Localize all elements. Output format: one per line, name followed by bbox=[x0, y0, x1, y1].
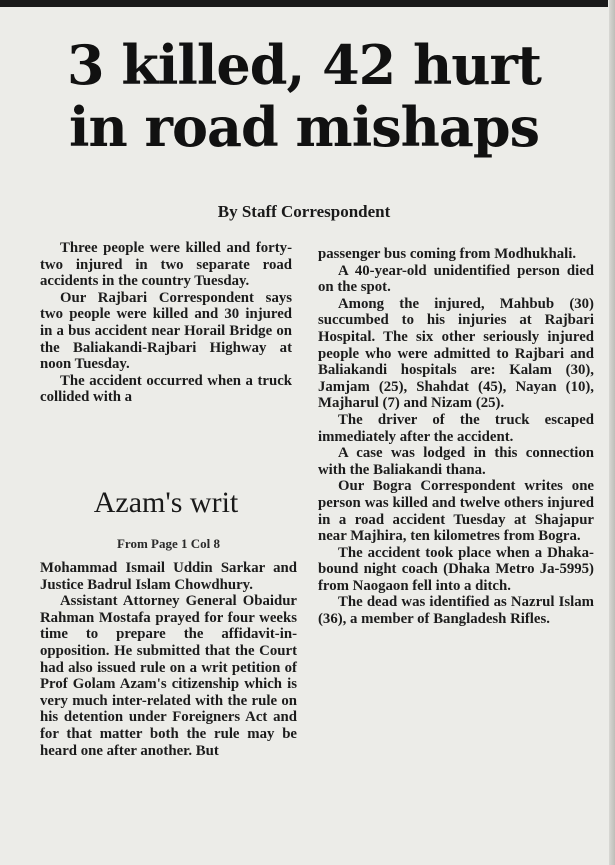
article-paragraph: passenger bus coming from Modhukhali. bbox=[318, 246, 577, 262]
continued-paragraph: Mohammad Ismail Uddin Sarkar and Justice Badrul Islam Chowdhury. bbox=[40, 560, 297, 593]
article-byline: By Staff Correspondent bbox=[217, 202, 391, 221]
continued-from-line: From Page 1 Col 8 bbox=[116, 536, 221, 551]
article-paragraph: The accident took place when a Dhaka-bound night coach (Dhaka Metro Ja-5995) from Naogaon fell into a ditch. bbox=[318, 544, 594, 594]
continued-story-headline: Azam's writ bbox=[93, 486, 239, 519]
article-left-column bbox=[40, 240, 292, 406]
article-paragraph: Three people were killed and forty-two injured in two separate road accidents in the country Tuesday. bbox=[40, 240, 292, 290]
article-headline bbox=[0, 34, 608, 158]
article-right-column bbox=[318, 246, 594, 628]
headline-line-1: 3 killed, 42 hurt bbox=[67, 33, 541, 97]
article-paragraph: A case was lodged in this connection with the Baliakandi thana. bbox=[318, 445, 594, 478]
article-paragraph: The accident occurred when a truck collided with a bbox=[40, 372, 292, 406]
headline-line-2: in road mishaps bbox=[68, 95, 540, 159]
page-edge bbox=[609, 0, 615, 865]
article-paragraph: Our Bogra Correspondent writes one person was killed and twelve others injured in a road accident Tuesday at Shajapur near Majhira, ten kilometres from Bogra. bbox=[318, 478, 594, 545]
continued-story-column bbox=[40, 560, 297, 759]
continued-paragraph: Assistant Attorney General Obaidur Rahman Mostafa prayed for four weeks time to prepare the affidavit-in-opposition. He submitted that the Court had also issued rule on a writ petition of Prof Golam Azam's citizenship which is very much inter-related with the rule on his detention under Foreigners Act and for that matter both the rule may be heard one after another. But bbox=[40, 593, 297, 759]
article-paragraph: A 40-year-old unidentified person died on the spot. bbox=[318, 262, 594, 296]
article-paragraph: Our Rajbari Correspondent says two people were killed and 30 injured in a bus accident near Horail Bridge on the Baliakandi-Rajbari Highway at noon Tuesday. bbox=[40, 289, 292, 373]
article-paragraph: The driver of the truck escaped immediately after the accident. bbox=[318, 411, 594, 445]
article-paragraph: Among the injured, Mahbub (30) succumbed to his injuries at Rajbari Hospital. The six other seriously injured people who were admitted to Rajbari and Baliakandi hospitals are: Kalam (30), Jamjam (25), Shahdat (45), Nayan (10), Majharul (7) and Nizam (25). bbox=[318, 295, 594, 412]
top-border-rule bbox=[0, 0, 608, 7]
article-paragraph: The dead was identified as Nazrul Islam (36), a member of Bangladesh Rifles. bbox=[318, 594, 594, 628]
